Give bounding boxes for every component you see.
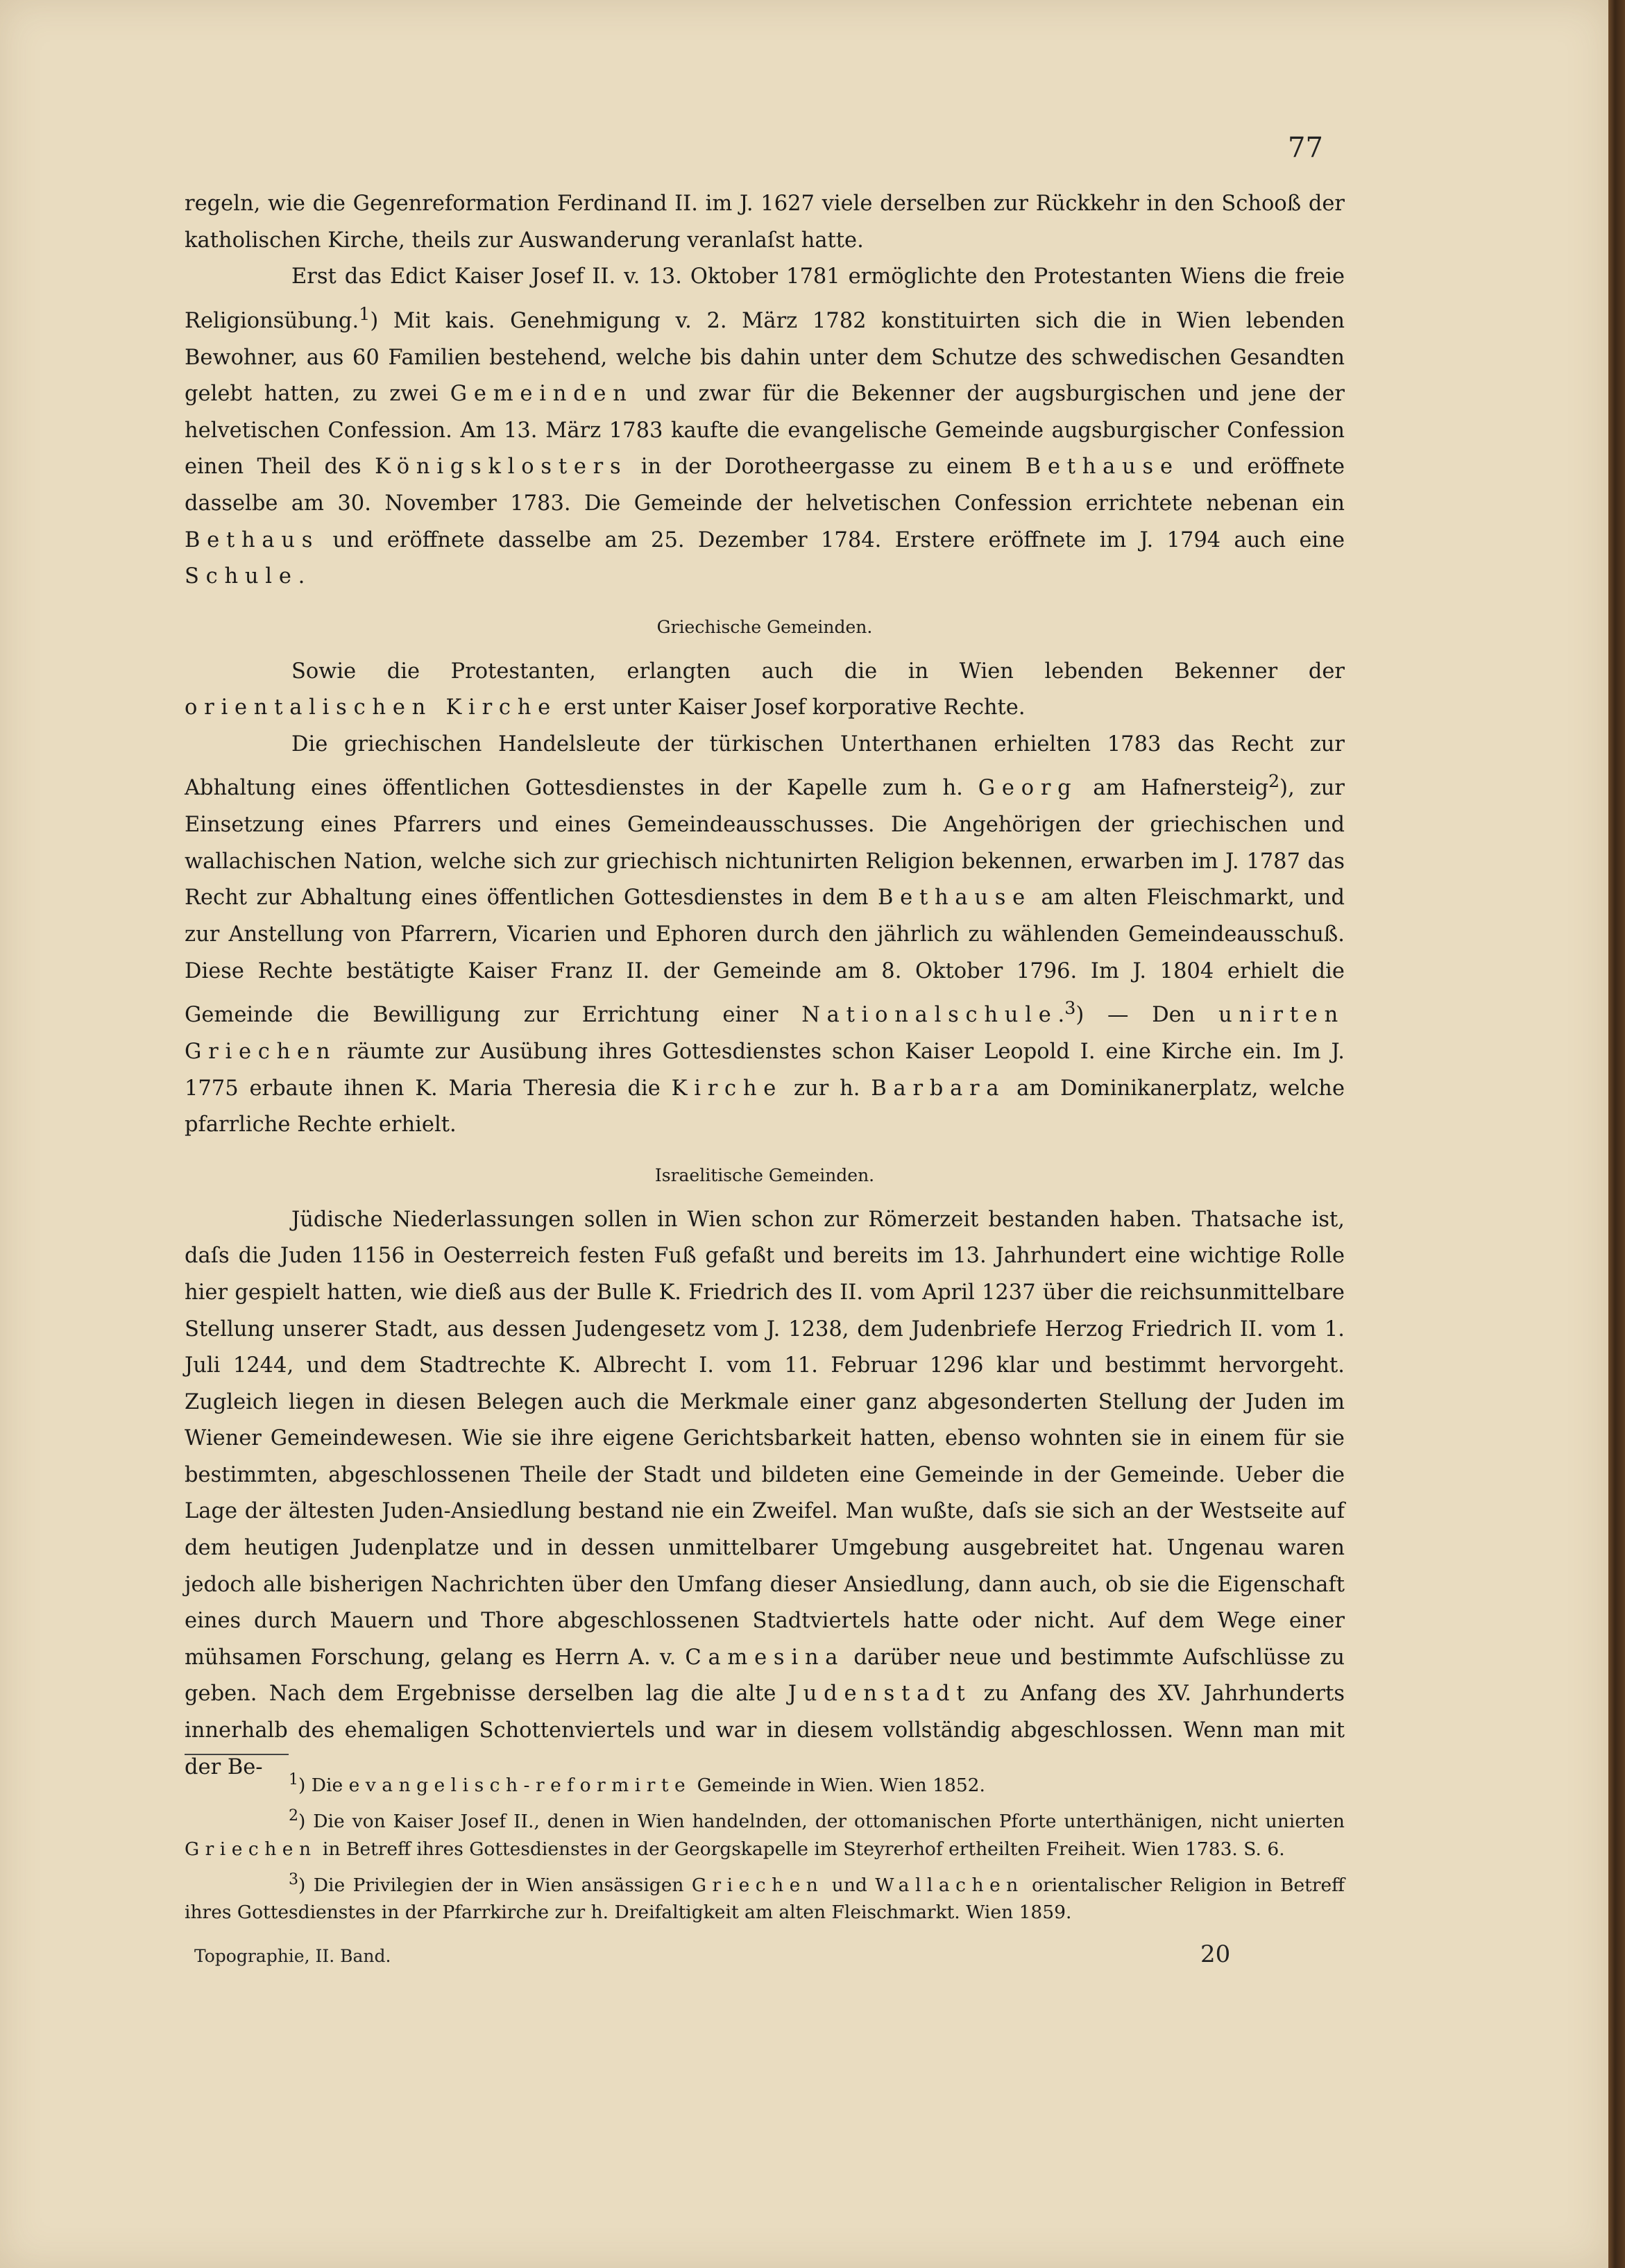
footnotes bbox=[185, 1766, 1345, 1929]
footnote-ref: 2 bbox=[1268, 770, 1280, 792]
paragraph-3: Sowie die Protestanten, erlangten auch die in Wien lebenden Bekenner der orientalischen Kirche erst unter Kaiser Josef korporative Rechte. bbox=[185, 659, 1345, 720]
footnote-rule bbox=[185, 1754, 289, 1755]
footnote-3: $^3$) Die Privilegien der in Wien ansässigen Griechen und Wallachen orientalischer Religion in Betreff ihres Gottesdienstes in der Pfarrkirche zur h. Dreifaltigkeit am alten Fleischmarkt. Wien 1859. bbox=[185, 1870, 1345, 1924]
book-spine bbox=[1608, 0, 1625, 2268]
page-number: 77 bbox=[1288, 132, 1323, 164]
footnote-ref: 1 bbox=[359, 303, 371, 324]
footnote-2: $^2$) Die von Kaiser Josef II., denen in Wien handelnden, der ottomanischen Pforte unterthänigen, nicht unierten Griechen in Betreff ihres Gottesdienstes in der Georgskapelle im Steyrerhof ertheilten Freiheit. Wien 1783. S. 6. bbox=[185, 1806, 1345, 1860]
paragraph-1: regeln, wie die Gegenreformation Ferdinand II. im J. 1627 viele derselben zur Rückkehr in den Schooß der katholischen Kirche, theils zur Auswanderung veranlaſst hatte. bbox=[185, 192, 1345, 253]
paragraph-5: Jüdische Niederlassungen sollen in Wien schon zur Römerzeit bestanden haben. Thatsache ist, daſs die Juden 1156 in Oesterreich festen Fuß gefaßt und bereits im 13. Jahrhundert eine wichtige Rolle hier gespielt hatten, wie dieß aus der Bulle K. Friedrich des II. vom April 1237 über die reichsunmittelbare Stellung unserer Stadt, aus dessen Judengesetz vom J. 1238, dem Judenbriefe Herzog Friedrich II. vom 1. Juli 1244, und dem Stadtrechte K. Albrecht I. vom 11. Februar 1296 klar und bestimmt hervorgeht. Zugleich liegen in diesen Belegen auch die Merkmale einer ganz abgesonderten Stellung der Juden im Wiener Gemeindewesen. Wie sie ihre eigene Gerichtsbarkeit hatten, ebenso wohnten sie in einem für sie bestimmten, abgeschlossenen Theile der Stadt und bildeten eine Gemeinde in der Gemeinde. Ueber die Lage der ältesten Juden-Ansiedlung bestand nie ein Zweifel. Man wußte, daſs sie sich an der Westseite auf dem heutigen Judenplatze und in dessen unmittelbarer Umgebung ausgebreitet hat. Ungenau waren jedoch alle bisherigen Nachrichten über den Umfang dieser Ansiedlung, dann auch, ob sie die Eigenschaft eines durch Mauern und Thore abgeschlossenen Stadtviertels hatte oder nicht. Auf dem Wege einer mühsamen Forschung, gelang es Herrn A. v. Camesina darüber neue und bestimmte Aufschlüsse zu geben. Nach dem Ergebnisse derselben lag die alte Judenstadt zu Anfang des XV. Jahrhunderts innerhalb des ehemaligen Schottenviertels und war in diesem vollständig abgeschlossen. Wenn man mit der Be- bbox=[185, 1207, 1345, 1779]
body-text bbox=[185, 186, 1345, 1786]
signature-line: Topographie, II. Band. bbox=[194, 1946, 391, 1966]
page-footer bbox=[0, 1940, 1608, 1977]
paragraph-2: Erst das Edict Kaiser Josef II. v. 13. Oktober 1781 ermöglichte den Protestanten Wiens die freie Religionsübung.$^1$) Mit kais. Genehmigung v. 2. März 1782 konstituirten sich die in Wien lebenden Bewohner, aus 60 Familien bestehend, welche bis dahin unter dem Schutze des schwedischen Gesandten gelebt hatten, zu zwei Gemeinden und zwar für die Bekenner der augsburgischen und jene der helvetischen Confession. Am 13. März 1783 kaufte die evangelische Gemeinde augsburgischer Confession einen Theil des Königsklosters in der Dorotheergasse zu einem Bethause und eröffnete dasselbe am 30. November 1783. Die Gemeinde der helvetischen Confession errichtete nebenan ein Bethaus und eröffnete dasselbe am 25. Dezember 1784. Erstere eröffnete im J. 1794 auch eine Schule. bbox=[185, 264, 1345, 589]
signature-number: 20 bbox=[1200, 1940, 1231, 1968]
footnote-1: $^1$) Die evangelisch-reformirte Gemeinde in Wien. Wien 1852. bbox=[289, 1771, 985, 1796]
footnote-ref: 3 bbox=[1064, 997, 1076, 1019]
section-heading-greek: Griechische Gemeinden. bbox=[656, 616, 873, 637]
paragraph-4: Die griechischen Handelsleute der türkischen Unterthanen erhielten 1783 das Recht zur Abhaltung eines öffentlichen Gottesdienstes in der Kapelle zum h. Georg am Hafnersteig$^2$), zur Einsetzung eines Pfarrers und eines Gemeindeausschusses. Die Angehörigen der griechischen und wallachischen Nation, welche sich zur griechisch nichtunirten Religion bekennen, erwarben im J. 1787 das Recht zur Abhaltung eines öffentlichen Gottesdienstes in dem Bethause am alten Fleischmarkt, und zur Anstellung von Pfarrern, Vicarien und Ephoren durch den jährlich zu wählenden Gemeindeausschuß. Diese Rechte bestätigte Kaiser Franz II. der Gemeinde am 8. Oktober 1796. Im J. 1804 erhielt die Gemeinde die Bewilligung zur Errichtung einer Nationalschule.$^3$) — Den unirten Griechen räumte zur Ausübung ihres Gottesdienstes schon Kaiser Leopold I. eine Kirche ein. Im J. 1775 erbaute ihnen K. Maria Theresia die Kirche zur h. Barbara am Dominikanerplatz, welche pfarrliche Rechte erhielt. bbox=[185, 731, 1345, 1137]
section-heading-israelite: Israelitische Gemeinden. bbox=[654, 1165, 875, 1185]
